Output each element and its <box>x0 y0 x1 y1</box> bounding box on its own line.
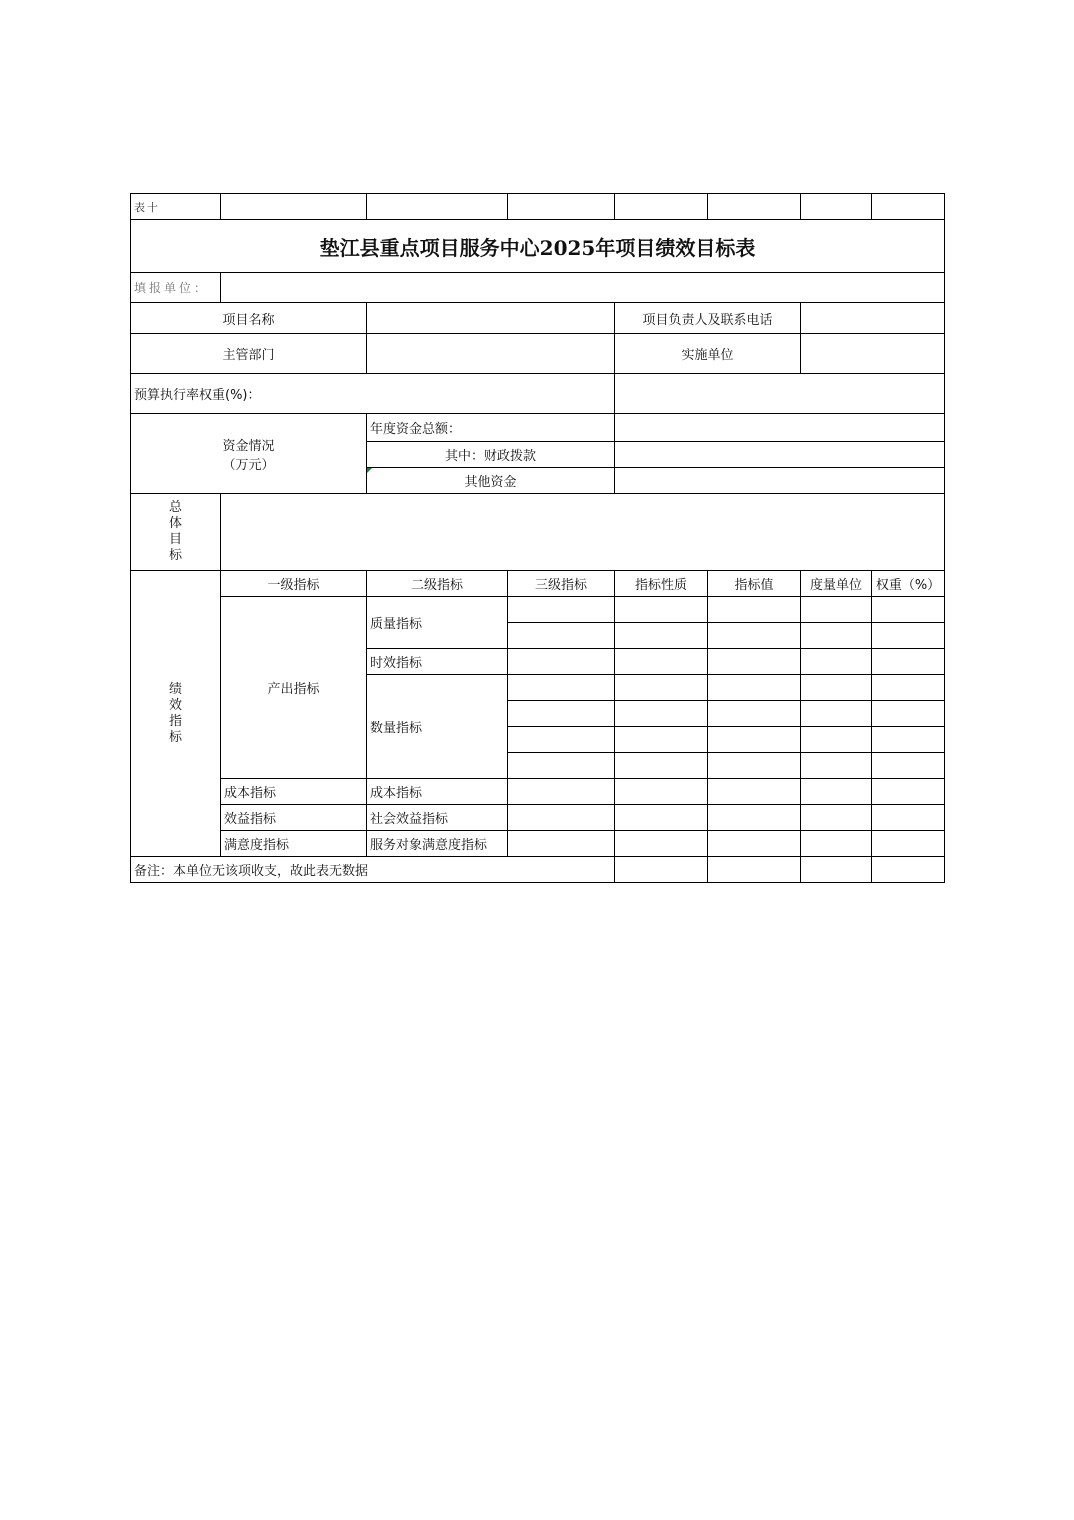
benefit-indicator-l1: 效益指标 <box>221 805 367 831</box>
impl-unit-value[interactable] <box>801 334 945 374</box>
table-cell[interactable] <box>615 649 708 675</box>
table-cell[interactable] <box>801 727 872 753</box>
table-cell[interactable] <box>708 597 801 623</box>
footer-note: 备注：本单位无该项收支，故此表无数据 <box>131 857 615 883</box>
cost-indicator-l1: 成本指标 <box>221 779 367 805</box>
table-cell[interactable] <box>615 831 708 857</box>
table-cell[interactable] <box>508 597 615 623</box>
funds-label: 资金情况 （万元） <box>131 414 367 494</box>
table-cell[interactable] <box>508 831 615 857</box>
fill-unit-value[interactable] <box>221 273 945 303</box>
table-cell[interactable] <box>615 597 708 623</box>
table-cell[interactable] <box>508 701 615 727</box>
table-cell[interactable] <box>708 623 801 649</box>
project-name-label: 项目名称 <box>131 303 367 334</box>
funds-total-label: 年度资金总额： <box>367 414 615 442</box>
performance-target-sheet <box>130 193 944 883</box>
table-cell[interactable] <box>508 805 615 831</box>
table-cell[interactable] <box>801 597 872 623</box>
table-cell[interactable] <box>872 805 945 831</box>
header-level1: 一级指标 <box>221 571 367 597</box>
table-cell[interactable] <box>872 649 945 675</box>
table-cell[interactable] <box>508 753 615 779</box>
table-cell[interactable] <box>801 701 872 727</box>
table-cell[interactable] <box>801 779 872 805</box>
table-cell[interactable] <box>708 831 801 857</box>
table-cell[interactable] <box>872 831 945 857</box>
table-cell[interactable] <box>708 727 801 753</box>
table-cell[interactable] <box>801 753 872 779</box>
funds-other-label: 其他资金 <box>367 468 615 494</box>
table-cell[interactable] <box>801 649 872 675</box>
table-cell[interactable] <box>615 805 708 831</box>
budget-weight-value[interactable] <box>615 374 945 414</box>
dept-value[interactable] <box>367 334 615 374</box>
header-value: 指标值 <box>708 571 801 597</box>
cost-indicator-l2: 成本指标 <box>367 779 508 805</box>
table-cell[interactable] <box>708 675 801 701</box>
table-cell[interactable] <box>615 753 708 779</box>
table-cell[interactable] <box>615 701 708 727</box>
table-cell[interactable] <box>801 831 872 857</box>
table-cell[interactable] <box>615 623 708 649</box>
table-cell[interactable] <box>615 675 708 701</box>
project-contact-label: 项目负责人及联系电话 <box>615 303 801 334</box>
table-cell[interactable] <box>508 675 615 701</box>
table-cell[interactable] <box>508 779 615 805</box>
table-cell[interactable] <box>872 753 945 779</box>
sheet-title: 垫江县重点项目服务中心2025年项目绩效目标表 <box>319 235 756 260</box>
header-nature: 指标性质 <box>615 571 708 597</box>
header-weight: 权重（%） <box>872 571 945 597</box>
table-cell[interactable] <box>872 597 945 623</box>
table-cell[interactable] <box>708 779 801 805</box>
table-cell[interactable] <box>872 623 945 649</box>
quality-indicator-label: 质量指标 <box>367 597 508 649</box>
output-indicator-label: 产出指标 <box>221 597 367 779</box>
funds-total-value[interactable] <box>615 414 945 442</box>
satisfaction-indicator-l2: 服务对象满意度指标 <box>367 831 508 857</box>
sheet-title-cell <box>131 220 945 273</box>
table-cell[interactable] <box>708 753 801 779</box>
table-cell[interactable] <box>872 779 945 805</box>
fill-unit-label: 填报单位： <box>131 273 221 303</box>
table-cell[interactable] <box>872 675 945 701</box>
table-cell[interactable] <box>508 649 615 675</box>
table-cell[interactable] <box>708 701 801 727</box>
satisfaction-indicator-l1: 满意度指标 <box>221 831 367 857</box>
funds-other-value[interactable] <box>615 468 945 494</box>
header-level3: 三级指标 <box>508 571 615 597</box>
project-name-value[interactable] <box>367 303 615 334</box>
timeliness-indicator-label: 时效指标 <box>367 649 508 675</box>
table-cell[interactable] <box>801 623 872 649</box>
header-unit: 度量单位 <box>801 571 872 597</box>
budget-weight-label: 预算执行率权重(%)： <box>131 374 615 414</box>
impl-unit-label: 实施单位 <box>615 334 801 374</box>
header-level2: 二级指标 <box>367 571 508 597</box>
table-cell[interactable] <box>508 623 615 649</box>
overall-goal-value[interactable] <box>221 494 945 571</box>
table-cell[interactable] <box>801 805 872 831</box>
table-cell[interactable] <box>615 727 708 753</box>
benefit-indicator-l2: 社会效益指标 <box>367 805 508 831</box>
table-cell[interactable] <box>508 727 615 753</box>
table-cell[interactable] <box>872 701 945 727</box>
project-contact-value[interactable] <box>801 303 945 334</box>
table-cell[interactable] <box>801 675 872 701</box>
table-cell[interactable] <box>615 779 708 805</box>
funds-fiscal-value[interactable] <box>615 442 945 468</box>
dept-label: 主管部门 <box>131 334 367 374</box>
funds-fiscal-label: 其中：财政拨款 <box>367 442 615 468</box>
overall-goal-label: 总体目标 <box>131 494 221 571</box>
performance-target-table <box>130 193 945 883</box>
table-cell[interactable] <box>708 805 801 831</box>
table-cell[interactable] <box>872 727 945 753</box>
table-cell[interactable] <box>708 649 801 675</box>
table-number: 表十 <box>131 194 221 220</box>
indicators-side-label: 绩效指标 <box>131 571 221 857</box>
quantity-indicator-label: 数量指标 <box>367 675 508 779</box>
